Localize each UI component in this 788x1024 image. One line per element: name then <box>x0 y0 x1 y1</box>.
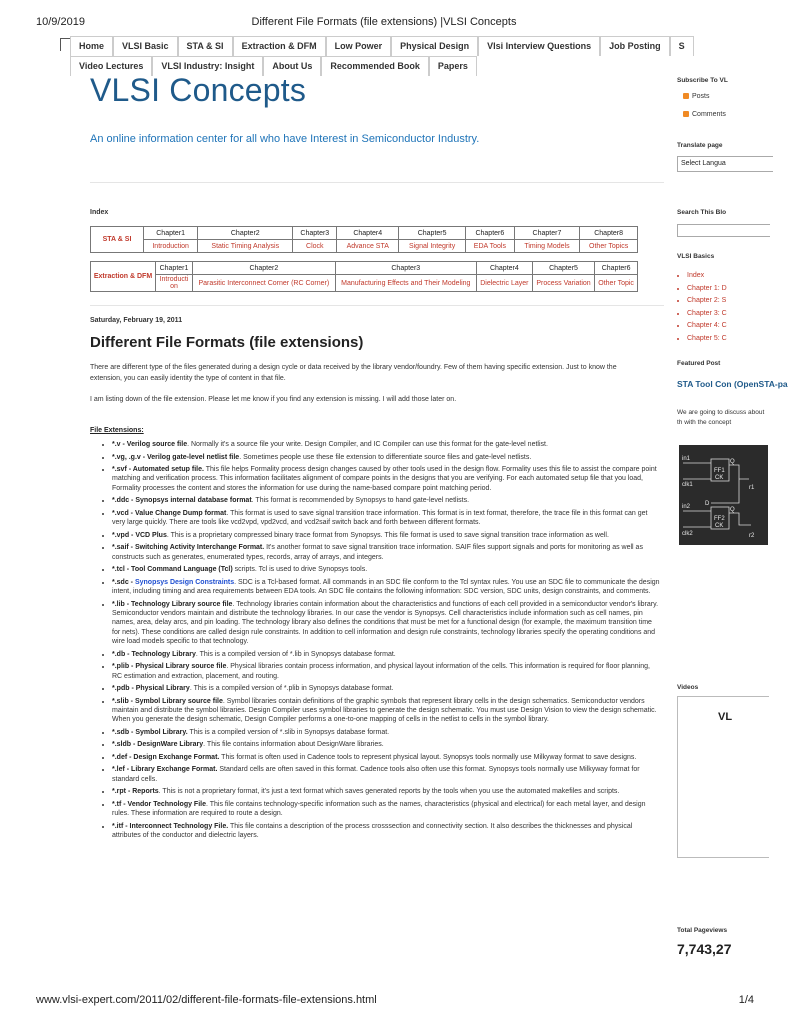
rss-icon <box>683 111 689 117</box>
dfm-topic-link[interactable]: Manufacturing Effects and Their Modeling <box>335 275 476 292</box>
sta-chapter-header: Chapter3 <box>293 227 337 240</box>
nav-tab-about-us[interactable]: About Us <box>263 56 321 76</box>
site-tagline: An online information center for all who have Interest in Semiconductor Industry. <box>90 133 480 145</box>
search-title: Search This Blo <box>677 209 727 216</box>
sta-topic-link[interactable]: Signal Integrity <box>399 240 466 253</box>
dfm-chapter-header: Chapter1 <box>156 262 193 275</box>
list-item: • *.pdb - Physical Library. This is a compiled version of *.plib in Synopsys database format. <box>112 684 660 693</box>
pageviews-counter: 7,743,27 <box>677 941 732 957</box>
nav-tab-vlsi-basic[interactable]: VLSI Basic <box>113 36 178 56</box>
dfm-chapter-header: Chapter2 <box>193 262 336 275</box>
list-item: • *.tf - Vendor Technology File. This file contains technology-specific information such as the names, characteristics (physical and electrical) for each metal layer, and design rules. These information are required to route a design. <box>112 800 660 819</box>
nav-tab-overflow[interactable]: S <box>670 36 694 56</box>
diagram-label: FF1 <box>714 468 725 474</box>
sta-chapter-header: Chapter4 <box>337 227 399 240</box>
list-item: • *.ddc - Synopsys internal database format. This format is recommended by Synopsys to hand gate-level netlists. <box>112 496 660 505</box>
print-page-title: Different File Formats (file extensions) |VLSI Concepts <box>251 16 517 28</box>
dfm-topic-link[interactable]: Introduction <box>156 275 193 292</box>
sta-topic-link[interactable]: Static Timing Analysis <box>198 240 293 253</box>
list-item: • *.itf - Interconnect Technology File. This file contains a description of the process crosssection and connectivity section. It also describes the thicknesses and physical attributes of the conductor and dielectric layers. <box>112 822 660 841</box>
nav-tab-interview-questions[interactable]: Vlsi Interview Questions <box>478 36 600 56</box>
diagram-label: CK <box>715 475 724 481</box>
sidebar-item[interactable]: • Index <box>687 270 778 283</box>
sta-topic-link[interactable]: Timing Models <box>514 240 580 253</box>
dfm-chapter-header: Chapter3 <box>335 262 476 275</box>
videos-title: Videos <box>677 684 699 691</box>
nav-tab-job-posting[interactable]: Job Posting <box>600 36 670 56</box>
dfm-row-label[interactable]: Extraction & DFM <box>91 262 156 292</box>
sdc-link[interactable]: Synopsys Design Constraints <box>134 578 235 586</box>
rss-icon <box>683 93 689 99</box>
sta-chapter-header: Chapter5 <box>399 227 466 240</box>
top-navigation <box>64 36 768 76</box>
sidebar-item[interactable]: • Chapter 5: C <box>687 333 778 346</box>
sta-chapter-header: Chapter6 <box>466 227 515 240</box>
circuit-diagram <box>679 445 768 545</box>
sta-row-label[interactable]: STA & SI <box>91 227 144 253</box>
header-divider <box>90 182 664 183</box>
dfm-index-table <box>90 261 638 292</box>
post-intro-1: There are different type of the files generated during a design cycle or data received by the library vendor/foundry. Few of them having specific extension. Just to know the extension, you can easily identity the type of content in that file. <box>90 364 617 382</box>
diagram-label: clk2 <box>682 531 693 537</box>
sidebar-item[interactable]: • Chapter 4: C <box>687 320 778 333</box>
diagram-label: FF2 <box>714 516 725 522</box>
nav-tab-extraction-dfm[interactable]: Extraction & DFM <box>233 36 326 56</box>
sta-topic-link[interactable]: Clock <box>293 240 337 253</box>
list-item: • *.slib - Symbol Library source file. Symbol libraries contain definitions of the graphic symbols that represent library cells in the design schematics. Semiconductor vendors maintain and distribute the symbol libraries. Design Compiler uses symbol libraries to generate the design schematic. You must use Design Vision to view the design schematic. When you generate the design schematic, Design Compiler performs a one-to-one mapping of cells in the netlist to cells in the symbol library. <box>112 697 660 725</box>
featured-title: Featured Post <box>677 360 721 367</box>
subscribe-title: Subscribe To VL <box>677 77 728 84</box>
search-input[interactable] <box>677 224 770 237</box>
nav-tab-recommended-book[interactable]: Recommended Book <box>321 56 429 76</box>
comments-feed-link[interactable]: Comments <box>683 111 768 118</box>
print-date: 10/9/2019 <box>36 16 85 28</box>
sidebar-item[interactable]: • Chapter 2: S <box>687 295 778 308</box>
diagram-label: Q <box>730 507 735 513</box>
diagram-label: Q <box>730 459 735 465</box>
sta-topic-link[interactable]: EDA Tools <box>466 240 515 253</box>
nav-tab-papers[interactable]: Papers <box>429 56 477 76</box>
post-intro-2: I am listing down of the file extension. Please let me know if you find any extension is missing. I will add those later on. <box>90 396 457 403</box>
list-item: • *.lef - Library Exchange Format. Standard cells are often saved in this format. Cadence tools also often use this format. Synopsys tools normally use Milkyway format for standard cells. <box>112 765 660 784</box>
diagram-label: in1 <box>682 456 691 462</box>
sidebar-item[interactable]: • Chapter 1: D <box>687 283 778 296</box>
vlsi-basics-title: VLSI Basics <box>677 253 715 260</box>
pageviews-title: Total Pageviews <box>677 927 728 934</box>
video-player[interactable] <box>677 696 769 858</box>
nav-row-1 <box>70 36 694 56</box>
dfm-topic-link[interactable]: Process Variation <box>532 275 594 292</box>
vlsi-basics-list <box>677 270 778 346</box>
dfm-topic-link[interactable]: Parasitic Interconnect Corner (RC Corner) <box>193 275 336 292</box>
list-item: • *.tcl - Tool Command Language (Tcl) scripts. Tcl is used to drive Synopsys tools. <box>112 565 660 574</box>
sta-topic-link[interactable]: Other Topics <box>580 240 638 253</box>
sta-topic-link[interactable]: Introduction <box>144 240 198 253</box>
nav-tab-sta-si[interactable]: STA & SI <box>178 36 233 56</box>
list-item: • *.def - Design Exchange Format. This format is often used in Cadence tools to represent physical layout. Synopsys tools normally use Milkyway format to save designs. <box>112 753 660 762</box>
list-item: • *.saif - Switching Activity Interchange Format. It's another format to save signal transition trace information. SAIF files support signals and ports for monitoring as well as constructs such as generates, enumerated types, records, array of arrays, and integers. <box>112 543 660 562</box>
diagram-label: r1 <box>749 485 755 491</box>
list-item: • *.rpt - Reports. This is not a proprietary format, it's just a text format which saves generated reports by the tools when you use the automated makefiles and scripts. <box>112 787 660 796</box>
nav-tab-physical-design[interactable]: Physical Design <box>391 36 478 56</box>
diagram-label: CK <box>715 523 724 529</box>
nav-tab-low-power[interactable]: Low Power <box>326 36 392 56</box>
list-item: • *.plib - Physical Library source file. Physical libraries contain process information, and physical layout information of the cells. This information is required for floor planning, RC estimation and extraction, placement, and routing. <box>112 662 660 681</box>
sidebar-item[interactable]: • Chapter 3: C <box>687 308 778 321</box>
sta-chapter-header: Chapter1 <box>144 227 198 240</box>
list-item: • *.vg, .g.v - Verilog gate-level netlist file. Sometimes people use these file extension to differentiate source files and gate-level netlists. <box>112 453 660 462</box>
diagram-label: D <box>705 501 710 507</box>
post-date: Saturday, February 19, 2011 <box>90 317 183 324</box>
dfm-chapter-header: Chapter4 <box>476 262 532 275</box>
file-extension-list <box>90 440 660 844</box>
posts-feed-link[interactable]: Posts <box>683 93 768 100</box>
diagram-label: r2 <box>749 533 755 539</box>
sta-index-table <box>90 226 638 253</box>
list-item: • *.lib - Technology Library source file. Technology libraries contain information about the characteristics and functions of each cell provided in a semiconductor vendor's library. Semiconductor vendors maintain and distribute the technology libraries. In our case the vendor is Synopsys. Cell characteristics include information such as cell names, pin names, area, delay arcs, and pin loading. The technology library also defines the conditions that must be met for a functional design (for example, the maximum transition time for nets). These conditions are called design rule constraints. In addition to cell information and design rule constraints, technology libraries specify the operating conditions and wire load models specific to that technology. <box>112 600 660 647</box>
translate-title: Translate page <box>677 142 723 149</box>
dfm-topic-link[interactable]: Other Topic <box>595 275 638 292</box>
list-item: • *.vpd - VCD Plus. This is a proprietary compressed binary trace format from Synopsys. This file format is used to save signal transition trace information as well. <box>112 531 660 540</box>
diagram-label: clk1 <box>682 482 693 488</box>
featured-post-text: We are going to discuss about th with the concept <box>677 409 765 426</box>
language-select[interactable]: Select Langua <box>677 156 773 172</box>
list-item: • *.sdb - Symbol Library. This is a compiled version of *.slib in Synopsys database format. <box>112 728 660 737</box>
list-item: • *.v - Verilog source file. Normally it's a source file your write. Design Compiler, and IC Compiler can use this format for the gate-level netlist. <box>112 440 660 449</box>
site-title[interactable]: VLSI Concepts <box>90 72 307 108</box>
post-title[interactable]: Different File Formats (file extensions) <box>90 334 364 351</box>
sta-topic-link[interactable]: Advance STA <box>337 240 399 253</box>
list-item: • *.sldb - DesignWare Library. This file contains information about DesignWare libraries. <box>112 740 660 749</box>
dfm-chapter-header: Chapter5 <box>532 262 594 275</box>
featured-post-diagram <box>679 445 768 545</box>
diagram-label: in2 <box>682 504 691 510</box>
list-item: • *.db - Technology Library. This is a compiled version of *.lib in Synopsys database format. <box>112 650 660 659</box>
print-page-number: 1/4 <box>738 994 754 1006</box>
print-url: www.vlsi-expert.com/2011/02/different-file-formats-file-extensions.html <box>36 994 377 1006</box>
dfm-chapter-header: Chapter6 <box>595 262 638 275</box>
list-item: • *.vcd - Value Change Dump format. This format is used to save signal transition trace information. This format is in text format, therefore, the trace file in this format can get very large quickly. There are tools like vcd2vpd, vpd2vcd, and vcd2saif switch back and forth between different formats. <box>112 509 660 528</box>
nav-tab-video-lectures[interactable]: Video Lectures <box>70 56 152 76</box>
sta-chapter-header: Chapter2 <box>198 227 293 240</box>
nav-tab-home[interactable]: Home <box>70 36 113 56</box>
sta-chapter-header: Chapter7 <box>514 227 580 240</box>
featured-post-title[interactable]: STA Tool Con (OpenSTA-pa <box>677 379 788 389</box>
video-title: VL <box>718 711 733 723</box>
list-item: • *.sdc - Synopsys Design Constraints. SDC is a Tcl-based format. All commands in an SDC file conform to the Tcl syntax rules. You use an SDC file to communicate the design intent, including timing and area requirements between EDA tools. An SDC file contains the following information: SDC version, SDC units, design constraints, and comments. <box>112 578 660 597</box>
list-item: • *.svf - Automated setup file. This file helps Formality process design changes caused by other tools used in the design flow. Formality uses this file to assist the compare point matching and verification process. This information facilitates alignment of compare points in the designs that you are verifying. For each automated setup file that you load, Formality processes the content and stores the information for use during the name-based compare point matching period. <box>112 465 660 493</box>
index-divider <box>90 305 664 306</box>
sta-chapter-header: Chapter8 <box>580 227 638 240</box>
nav-tab-industry-insight[interactable]: VLSI Industry: Insight <box>152 56 263 76</box>
dfm-topic-link[interactable]: Dielectric Layer <box>476 275 532 292</box>
index-label: Index <box>90 209 109 216</box>
file-extensions-label: File Extensions: <box>90 427 144 434</box>
